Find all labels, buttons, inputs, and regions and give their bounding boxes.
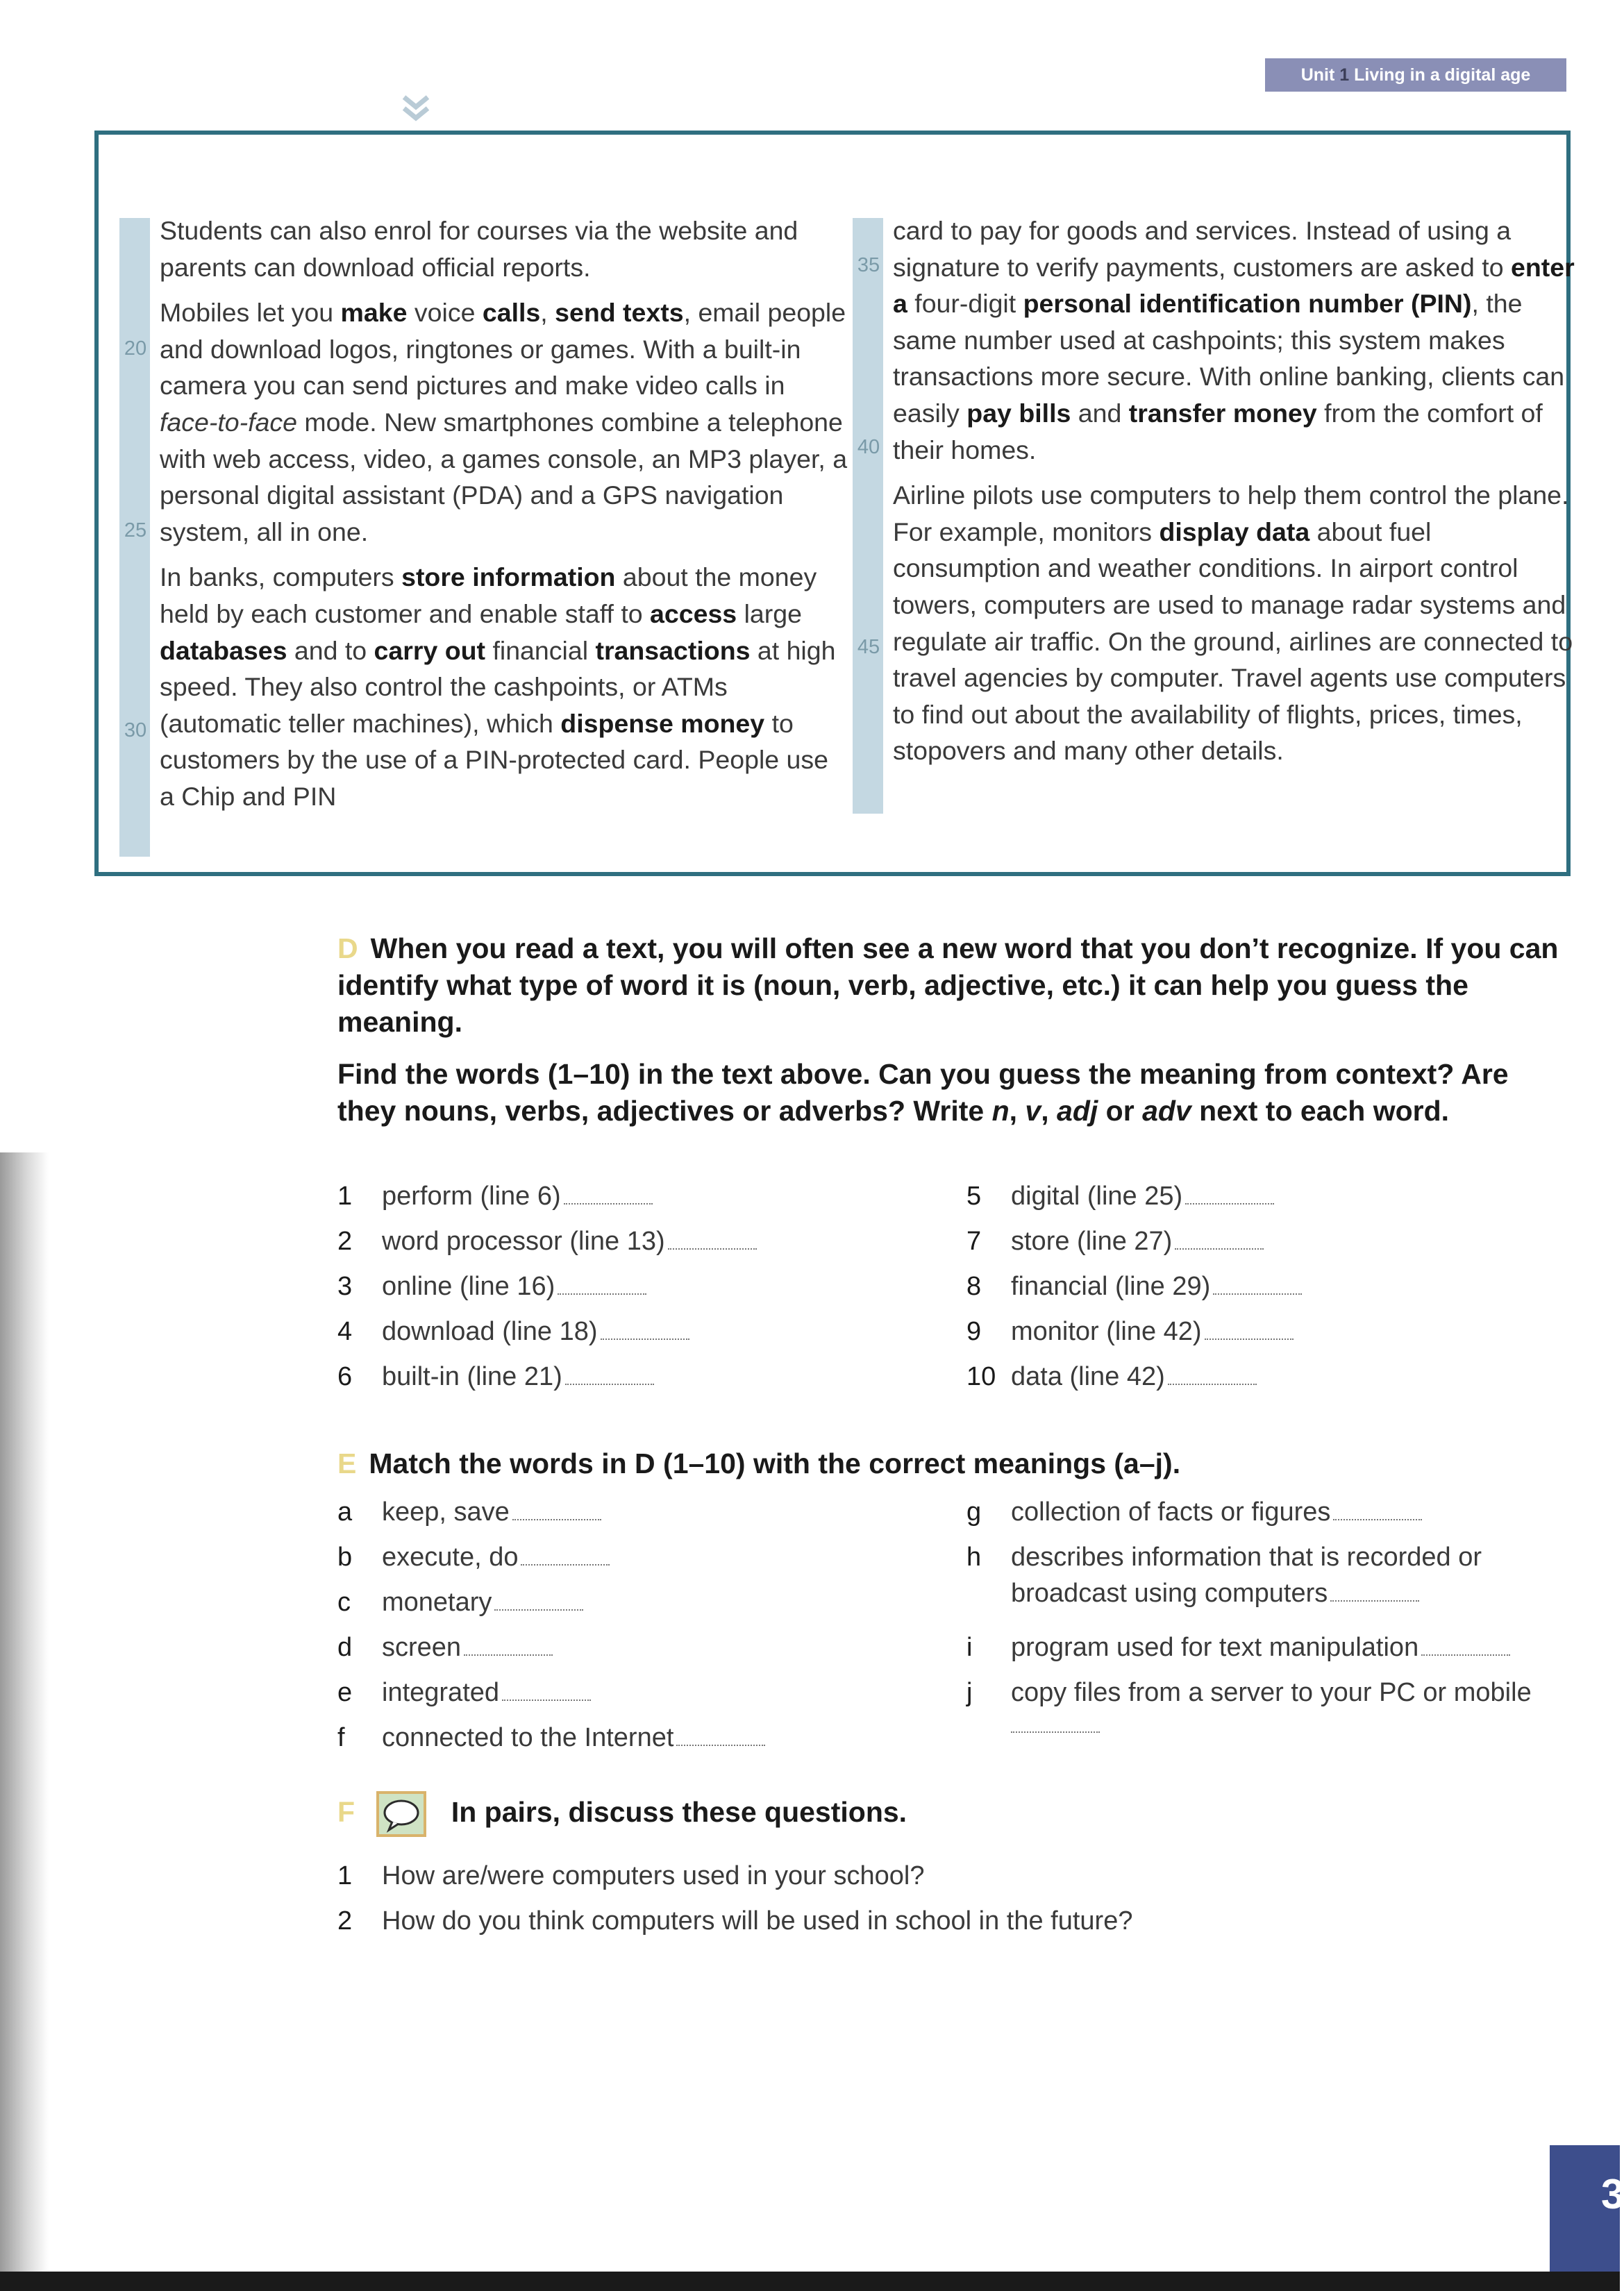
- page-number: 3: [1601, 2171, 1624, 2217]
- exercise-f: [337, 1790, 1566, 1838]
- paragraph: Students can also enrol for courses via the website and parents can download official reports.: [160, 216, 798, 282]
- exercise-d: [337, 930, 1566, 1130]
- exercise-letter: E: [337, 1447, 357, 1479]
- bottom-edge: [0, 2272, 1620, 2291]
- passage-column-right: [893, 212, 1583, 778]
- exercise-letter: F: [337, 1795, 355, 1828]
- page-number-tab: [1550, 2145, 1624, 2272]
- exercise-letter: D: [337, 932, 358, 964]
- unit-title: Living in a digital age: [1354, 65, 1531, 85]
- list-item: j copy files from a server to your PC or mobile: [966, 1675, 1543, 1733]
- reading-passage: [94, 131, 1575, 876]
- unit-label: Unit: [1300, 65, 1335, 85]
- list-item: h describes information that is recorded or broadcast using computers: [966, 1543, 1482, 1608]
- chevron-down-icon: [401, 94, 430, 128]
- line-margin-right: [853, 218, 883, 814]
- passage-column-left: [160, 212, 850, 824]
- exercise-f-instruction: F In pairs, discuss these questions.: [337, 1790, 1566, 1838]
- exercise-d-instruction-2: Find the words (1–10) in the text above. Can you guess the meaning from context? Are they nouns, verbs, adjectives or adverbs? Write n, v, adj or adv next to each word.: [337, 1058, 1509, 1127]
- page-edge-shadow: [0, 1152, 49, 2291]
- line-number: 45: [857, 636, 880, 658]
- line-number: 40: [857, 436, 880, 458]
- paragraph: In banks, computers store information about the money held by each customer and enable staff to access large databases and to carry out financial transactions at high speed. They also control the cashpoints, or ATMs (automatic teller machines), which dispense money to customers by the use of a PIN-protected card. People use a Chip and PIN: [160, 562, 836, 811]
- unit-header-tab: [1265, 58, 1566, 92]
- line-number: 25: [124, 519, 147, 542]
- paragraph: card to pay for goods and services. Instead of using a signature to verify payments, customers are asked to enter a four-digit personal identification number (PIN), the same number used at cashpoints; this system makes transactions more secure. With online banking, clients can easily pay bills and transfer money from the comfort of their homes.: [893, 216, 1575, 464]
- exercise-e: [337, 1445, 1566, 1482]
- line-number: 35: [857, 254, 880, 276]
- unit-number: 1: [1339, 65, 1350, 85]
- exercise-d-instruction-1: D When you read a text, you will often see a new word that you don’t recognize. If you can identify what type of word it is (noun, verb, adjective, etc.) it can help you guess the meaning.: [337, 932, 1559, 1038]
- paragraph: Mobiles let you make voice calls, send texts, email people and download logos, ringtones or games. With a built-in camera you can send pictures and make video calls in face-to-face mode. New smartphones combine a telephone with web access, video, a games console, an MP3 player, a personal digital assistant (PDA) and a GPS navigation system, all in one.: [160, 298, 848, 546]
- paragraph: Airline pilots use computers to help them control the plane. For example, monitors display data about fuel consumption and weather conditions. In airport control towers, computers are used to manage radar systems and regulate air traffic. On the ground, airlines are connected to travel agencies by computer. Travel agents use computers to find out about the availability of flights, prices, times, stopovers and many other details.: [893, 480, 1573, 766]
- line-number: 30: [124, 719, 147, 741]
- exercise-e-instruction: E Match the words in D (1–10) with the correct meanings (a–j).: [337, 1447, 1181, 1479]
- speech-bubble-icon: [375, 1790, 428, 1838]
- line-number: 20: [124, 337, 147, 360]
